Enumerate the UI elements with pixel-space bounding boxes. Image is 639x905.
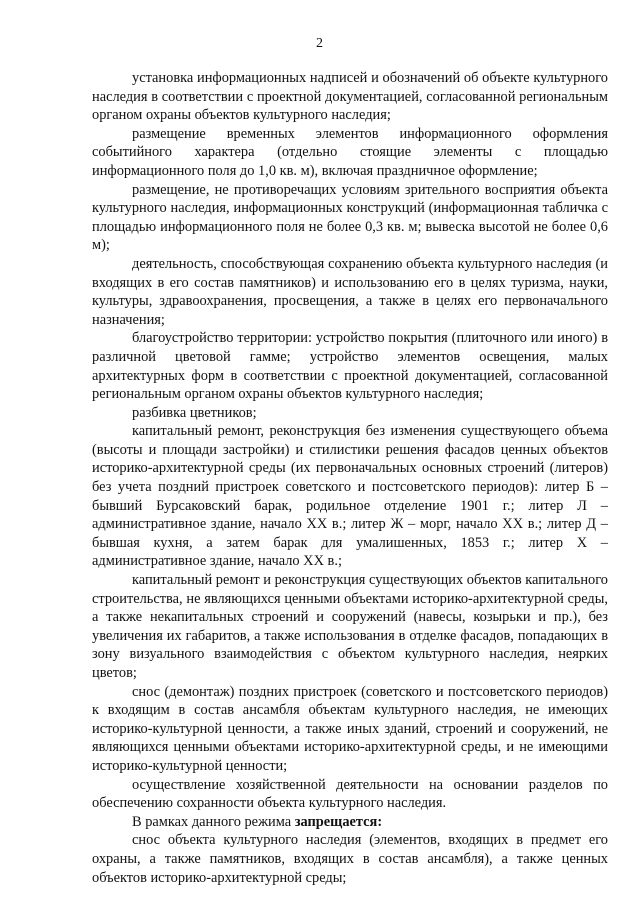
paragraph-demolition-extensions: снос (демонтаж) поздних пристроек (советского и постсоветского периодов) к входящим в состав ансамбля объектам культурного наследия, не имеющих историко-культурной ценности, а также иных зданий, строений и сооружений, не являющихся ценными объектами историко-архитектурной среды, и не имеющими историко-культурной ценности; <box>92 683 608 774</box>
paragraph-flower-beds: разбивка цветников; <box>132 404 257 421</box>
paragraph-capital-repair-existing: капитальный ремонт и реконструкция существующих объектов капитального строительства, не являющихся ценными объектами историко-архитектурной среды, а также некапитальных строений и сооружений (навесы, козырьки и пр.), без увеличения их габаритов, а также использования в отделке фасадов, попадающих в зону визуального взаимодействия с объектом культурного наследия, неярких цветов; <box>92 572 608 681</box>
page-number: 2 <box>316 36 323 51</box>
paragraph-info-signs: установка информационных надписей и обозначений об объекте культурного наследия в соответствии с проектной документацией, согласованной региональным органом охраны объектов культурного наследия; <box>92 70 608 124</box>
paragraph-regime-prohibited <box>92 813 608 832</box>
document-body <box>92 69 608 887</box>
paragraph-demolition-prohibited: снос объекта культурного наследия (элементов, входящих в предмет его охраны, а также памятников, входящих в состав ансамбля), а также ценных объектов историко-архитектурной среды; <box>92 832 608 886</box>
paragraph-preservation-activity: деятельность, способствующая сохранению объекта культурного наследия (и входящих в его состав памятников) и использованию его в целях туризма, науки, культуры, здравоохранения, просвещения, а также в целях его первоначального назначения; <box>92 255 608 328</box>
regime-prohibited-label: запрещается: <box>294 813 383 830</box>
regime-prefix: В рамках данного режима <box>132 813 295 830</box>
paragraph-economic-activity: осуществление хозяйственной деятельности на основании разделов по обеспечению сохранности объекта культурного наследия. <box>92 776 608 812</box>
paragraph-capital-repair-valuable: капитальный ремонт, реконструкция без изменения существующего объема (высоты и площади застройки) и стилистики решения фасадов ценных объектов историко-архитектурной среды (их первоначальных основных строений (литеров) без учета поздний пристроек советского и постсоветского периодов): литер Б – бывший Бурсаковский барак, родильное отделение 1901 г.; литер Л – административное здание, начало XX в.; литер Ж – морг, начало XX в.; литер Д – бывшая кухня, а затем барак для умалишенных, 1853 г.; литер Х – административное здание, начало XX в.; <box>92 423 608 570</box>
paragraph-temporary-elements: размещение временных элементов информационного оформления событийного характера (отдельно стоящие элементы с площадью информационного поля до 1,0 кв. м), включая праздничное оформление; <box>92 125 608 179</box>
paragraph-info-structures: размещение, не противоречащих условиям зрительного восприятия объекта культурного наследия, информационных конструкций (информационная табличка с площадью информационного поля не более 0,3 кв. м; вывеска высотой не более 0,6 м); <box>92 181 608 254</box>
paragraph-landscaping: благоустройство территории: устройство покрытия (плиточного или иного) в различной цветовой гамме; устройство элементов освещения, малых архитектурных форм в соответствии с проектной документацией, согласованной региональным органом охраны объектов культурного наследия; <box>92 330 608 403</box>
